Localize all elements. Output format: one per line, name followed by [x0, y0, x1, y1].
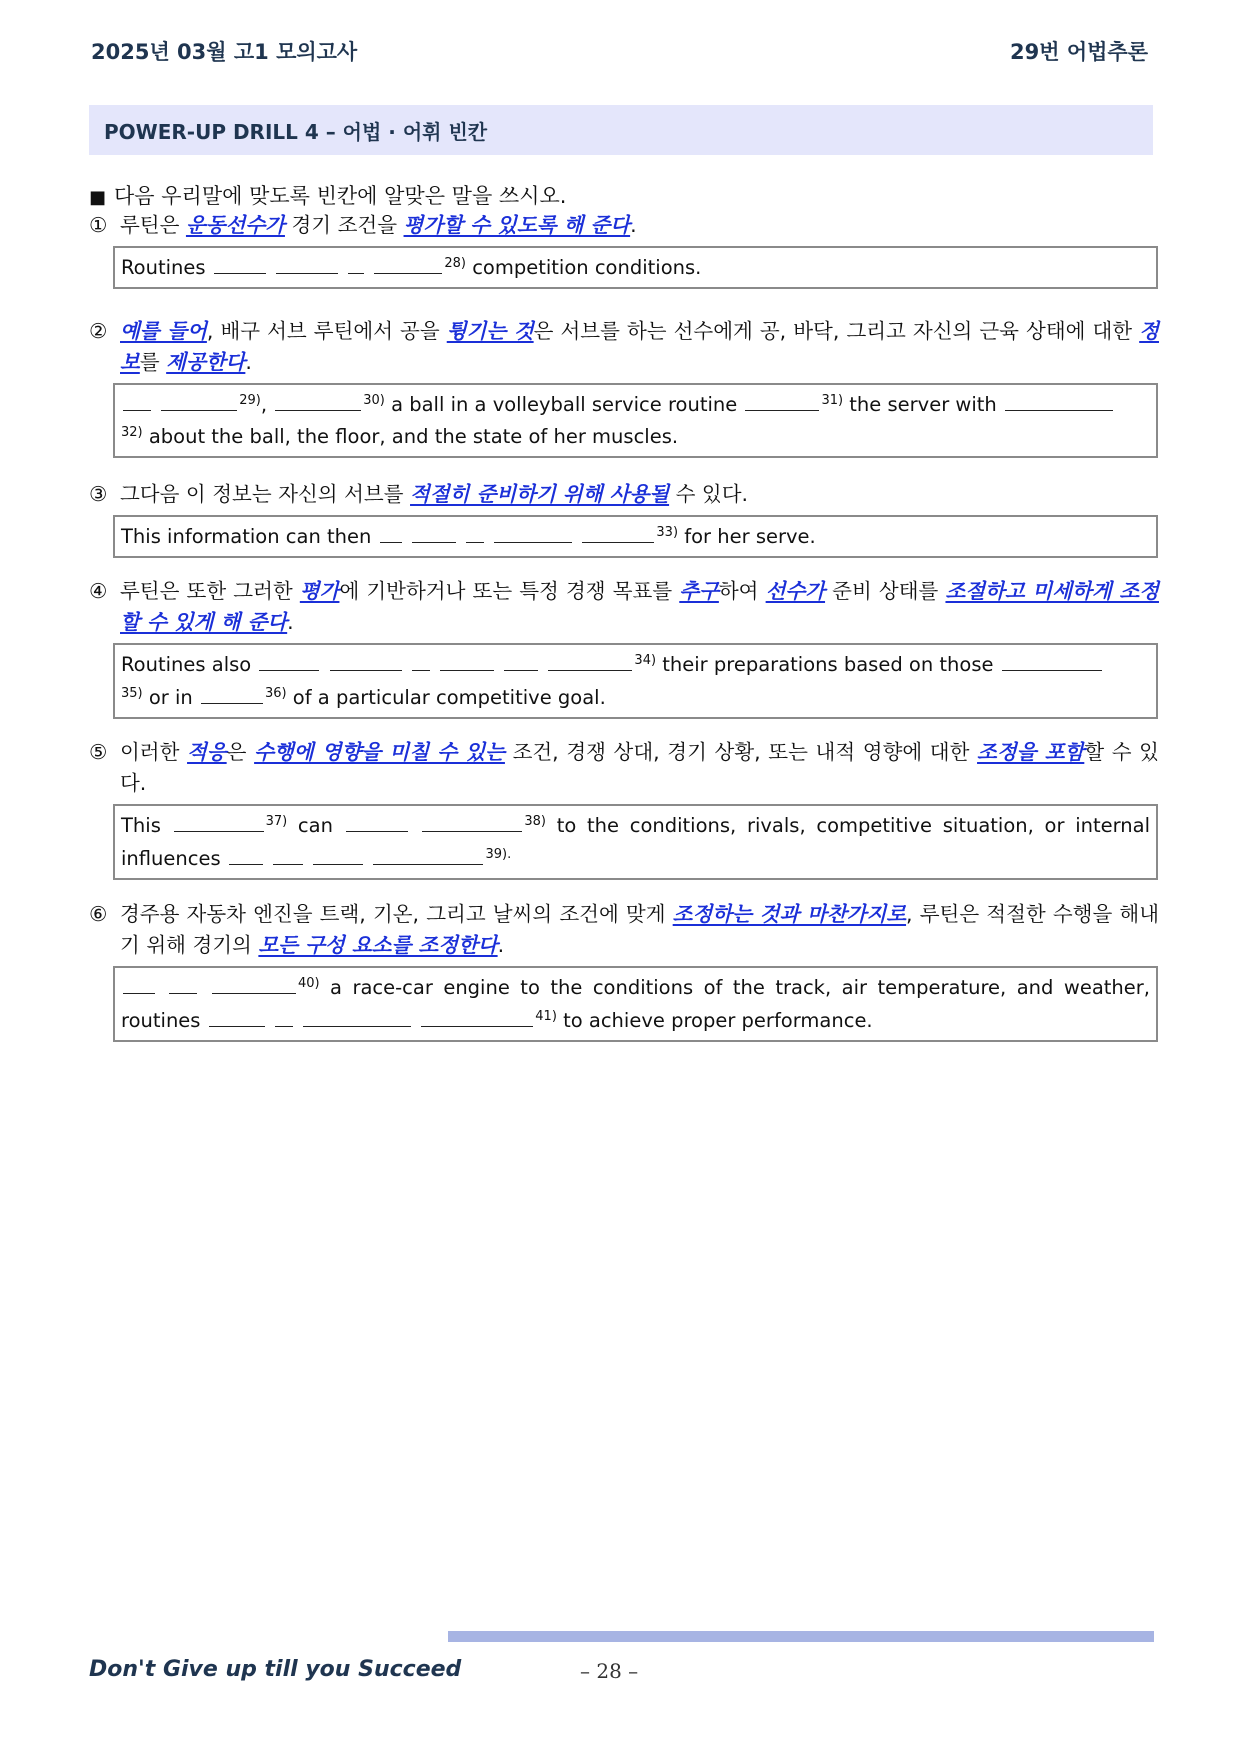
highlight: 튕기는 것 [446, 319, 534, 343]
korean-sentence: ⑥ 경주용 자동차 엔진을 트랙, 기온, 그리고 날씨의 조건에 맞게 조정하는 것과 마찬가지로, 루틴은 적절한 수행을 해내기 위해 경기의 모든 구성 요소를 조정한다. [89, 899, 1159, 961]
answer-blank[interactable] [548, 648, 632, 671]
korean-sentence: ⑤ 이러한 적응은 수행에 영향을 미칠 수 있는 조건, 경쟁 상대, 경기 상황, 또는 내적 영향에 대한 조정을 포함할 수 있다. [89, 737, 1159, 799]
highlight: 평가 [299, 579, 340, 603]
answer-blank[interactable] [582, 520, 654, 543]
highlight: 제공한다 [166, 350, 246, 374]
exam-title: 2025년 03월 고1 모의고사 [91, 40, 358, 64]
answer-blank[interactable] [313, 842, 363, 865]
answer-blank[interactable] [330, 648, 402, 671]
answer-blank[interactable] [504, 648, 538, 671]
question-type: 29번 어법추론 [1010, 40, 1148, 64]
blank-number: 28) [444, 256, 466, 271]
answer-blank[interactable] [229, 842, 263, 865]
question-item-5 [89, 737, 1159, 880]
answer-blank[interactable] [348, 251, 364, 274]
answer-blank[interactable] [440, 648, 494, 671]
answer-blank[interactable] [123, 388, 151, 411]
answer-blank[interactable] [412, 648, 430, 671]
question-item-4 [89, 576, 1159, 719]
highlight: 평가할 수 있도록 해 준다 [403, 213, 631, 237]
blank-number: 29) [239, 393, 261, 408]
answer-blank[interactable] [212, 971, 296, 994]
blank-number: 30) [363, 393, 385, 408]
answer-blank[interactable] [346, 809, 408, 832]
item-number: ④ [89, 579, 108, 603]
blank-number: 31) [821, 393, 844, 408]
answer-box: $^{29)}$, $^{30)}$ a ball in a volleyball service routine $^{31)}$ the server with $^{32)}$ about the ball, the floor, and the state of her muscles. [113, 383, 1158, 458]
highlight: 조정하는 것과 마찬가지로 [672, 902, 907, 926]
highlight: 모든 구성 요소를 조정한다 [258, 933, 498, 957]
item-number: ⑤ [89, 740, 108, 764]
korean-sentence: ① 루틴은 운동선수가 경기 조건을 평가할 수 있도록 해 준다. [89, 210, 1159, 241]
answer-blank[interactable] [303, 1004, 411, 1027]
answer-blank[interactable] [209, 1004, 265, 1027]
answer-box: This $^{37)}$ can $^{38)}$ to the conditions, rivals, competitive situation, or internal influences $^{39).}$ [113, 804, 1158, 880]
blank-number: 38) [524, 814, 547, 829]
answer-blank[interactable] [1002, 648, 1102, 671]
blank-number: 33) [656, 525, 679, 540]
answer-blank[interactable] [169, 971, 197, 994]
answer-blank[interactable] [466, 520, 484, 543]
answer-blank[interactable] [1005, 388, 1113, 411]
question-item-2 [89, 316, 1159, 458]
item-number: ② [89, 319, 108, 343]
instruction [89, 180, 566, 210]
question-item-3 [89, 479, 1159, 558]
item-number: ③ [89, 482, 108, 506]
answer-box: This information can then $^{33)}$ for her serve. [113, 515, 1158, 558]
blank-number: 37) [265, 814, 288, 829]
answer-blank[interactable] [214, 251, 266, 274]
answer-blank[interactable] [745, 388, 819, 411]
highlight: 수행에 영향을 미칠 수 있는 [254, 740, 505, 764]
highlight: 운동선수가 [185, 213, 285, 237]
highlight: 정보 [120, 319, 1159, 374]
answer-blank[interactable] [373, 842, 483, 865]
answer-blank[interactable] [275, 1004, 293, 1027]
answer-blank[interactable] [422, 809, 522, 832]
blank-number: 41) [535, 1009, 557, 1024]
highlight: 선수가 [765, 579, 826, 603]
footer-bar [448, 1631, 1154, 1642]
blank-number: 39). [485, 847, 512, 862]
answer-blank[interactable] [421, 1004, 533, 1027]
answer-blank[interactable] [275, 388, 361, 411]
answer-blank[interactable] [273, 842, 303, 865]
answer-box: Routines $^{28)}$ competition conditions. [113, 246, 1158, 289]
answer-blank[interactable] [161, 388, 237, 411]
highlight: 적응 [187, 740, 227, 764]
instruction-text: 다음 우리말에 맞도록 빈칸에 알맞은 말을 쓰시오. [114, 184, 567, 208]
answer-blank[interactable] [259, 648, 319, 671]
answer-blank[interactable] [276, 251, 338, 274]
question-item-1 [89, 210, 1159, 289]
blank-number: 35) [121, 686, 143, 701]
page-number: – 28 – [580, 1659, 639, 1683]
korean-sentence: ④ 루틴은 또한 그러한 평가에 기반하거나 또는 특정 경쟁 목표를 추구하여 선수가 준비 상태를 조절하고 미세하게 조정할 수 있게 해 준다. [89, 576, 1159, 638]
answer-blank[interactable] [201, 681, 263, 704]
item-number: ⑥ [89, 902, 108, 926]
question-item-6 [89, 899, 1159, 1042]
answer-box: Routines also $^{34)}$ their preparations based on those $^{35)}$ or in $^{36)}$ of a particular competitive goal. [113, 643, 1158, 719]
blank-number: 32) [121, 425, 143, 440]
highlight: 조절하고 미세하게 조정할 수 있게 해 준다 [120, 579, 1159, 634]
answer-blank[interactable] [412, 520, 456, 543]
blank-number: 34) [634, 653, 657, 668]
korean-sentence: ② 예를 들어, 배구 서브 루틴에서 공을 튕기는 것은 서브를 하는 선수에게 공, 바닥, 그리고 자신의 근육 상태에 대한 정보를 제공한다. [89, 316, 1159, 378]
highlight: 조정을 포함 [977, 740, 1085, 764]
answer-blank[interactable] [494, 520, 572, 543]
drill-title: POWER-UP DRILL 4 – 어법 · 어휘 빈칸 [104, 119, 488, 144]
answer-box: $^{40)}$ a race-car engine to the conditions of the track, air temperature, and weather, routines $^{41)}$ to achieve proper performance. [113, 966, 1158, 1042]
answer-blank[interactable] [174, 809, 264, 832]
highlight: 추구 [679, 579, 719, 603]
item-number: ① [89, 213, 108, 237]
blank-number: 40) [297, 976, 320, 991]
highlight: 적절히 준비하기 위해 사용될 [410, 482, 670, 506]
answer-blank[interactable] [374, 251, 442, 274]
answer-blank[interactable] [380, 520, 402, 543]
answer-blank[interactable] [123, 971, 155, 994]
square-bullet-icon: ■ [89, 187, 107, 208]
korean-sentence: ③ 그다음 이 정보는 자신의 서브를 적절히 준비하기 위해 사용될 수 있다. [89, 479, 1159, 510]
footer-motto: Don't Give up till you Succeed [89, 1657, 462, 1682]
drill-banner [89, 105, 1153, 155]
highlight: 예를 들어 [120, 319, 207, 343]
blank-number: 36) [264, 686, 287, 701]
